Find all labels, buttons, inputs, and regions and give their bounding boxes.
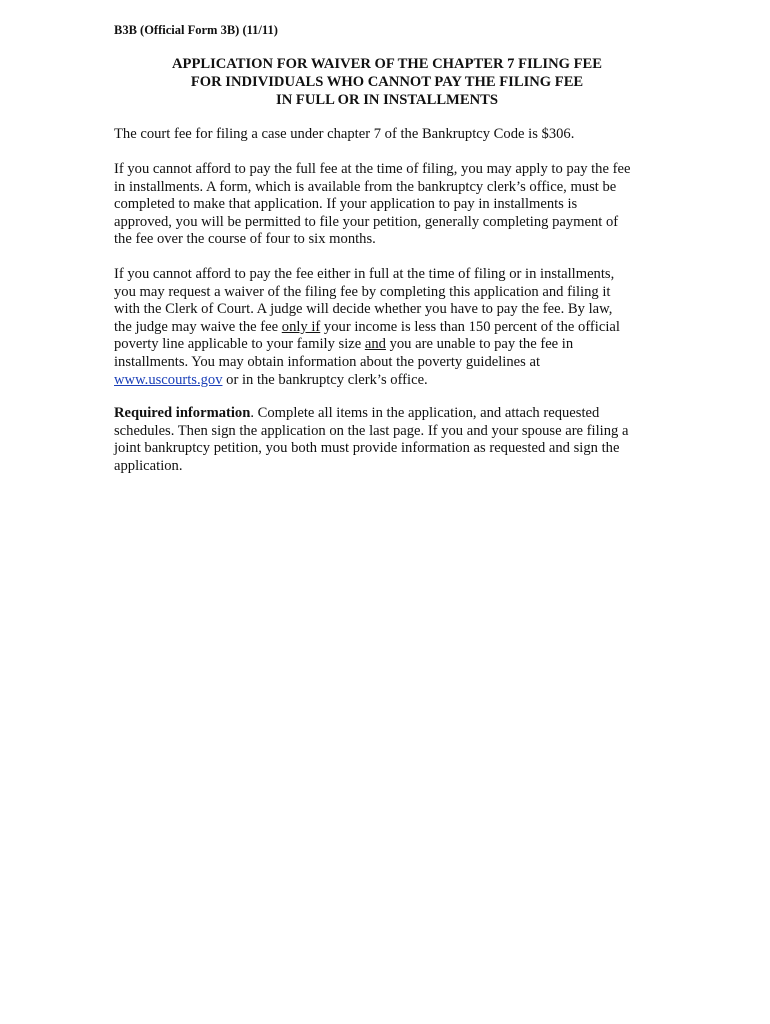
- paragraph-line: If you cannot afford to pay the fee either in full at the time of filing or in installments,: [114, 266, 615, 282]
- paragraph-line: [114, 405, 674, 423]
- text-segment: the judge may waive the fee: [114, 318, 282, 335]
- document-title: [114, 55, 660, 109]
- installments-paragraph: [114, 161, 674, 249]
- underlined-only-if: only if: [281, 318, 321, 335]
- paragraph-line: [114, 319, 674, 337]
- paragraph-line: If you cannot afford to pay the full fee at the time of filing, you may apply to pay the fee: [114, 161, 631, 177]
- waiver-paragraph: [114, 266, 674, 389]
- required-information-paragraph: [114, 405, 674, 475]
- underlined-and: and: [364, 336, 386, 353]
- text-segment: your income is less than 150 percent of the official: [320, 318, 620, 335]
- uscourts-link[interactable]: www.uscourts.gov: [114, 371, 223, 388]
- required-information-heading: Required information: [114, 405, 251, 421]
- paragraph-line: you may request a waiver of the filing fee by completing this application and filing it: [114, 283, 611, 300]
- paragraph-line: the fee over the course of four to six months.: [114, 231, 376, 248]
- text-segment: or in the bankruptcy clerk’s office.: [222, 371, 428, 388]
- text-segment: . Complete all items in the application, and attach requested: [250, 405, 600, 421]
- paragraph-line: [114, 336, 674, 354]
- title-line-3: IN FULL OR IN INSTALLMENTS: [276, 92, 498, 108]
- paragraph-line: installments. You may obtain information about the poverty guidelines at: [114, 353, 540, 370]
- title-line-2: FOR INDIVIDUALS WHO CANNOT PAY THE FILING FEE: [190, 74, 584, 90]
- paragraph-line: [114, 372, 674, 390]
- fee-amount-paragraph: [114, 126, 674, 144]
- title-line-1: APPLICATION FOR WAIVER OF THE CHAPTER 7 FILING FEE: [171, 56, 603, 72]
- paragraph-line: approved, you will be permitted to file your petition, generally completing payment of: [114, 213, 619, 230]
- text-segment: poverty line applicable to your family size: [114, 336, 365, 353]
- paragraph-line: schedules. Then sign the application on the last page. If you and your spouse are filing a: [114, 422, 629, 439]
- paragraph-line: The court fee for filing a case under chapter 7 of the Bankruptcy Code is $306.: [114, 126, 575, 142]
- paragraph-line: application.: [114, 457, 183, 474]
- paragraph-line: joint bankruptcy petition, you both must provide information as requested and sign the: [114, 440, 620, 457]
- paragraph-line: with the Clerk of Court. A judge will decide whether you have to pay the fee. By law,: [114, 301, 613, 318]
- form-identifier: B3B (Official Form 3B) (11/11): [114, 23, 278, 37]
- text-segment: you are unable to pay the fee in: [385, 336, 574, 353]
- paragraph-line: completed to make that application. If your application to pay in installments is: [114, 196, 578, 213]
- paragraph-line: in installments. A form, which is available from the bankruptcy clerk’s office, must be: [114, 178, 617, 195]
